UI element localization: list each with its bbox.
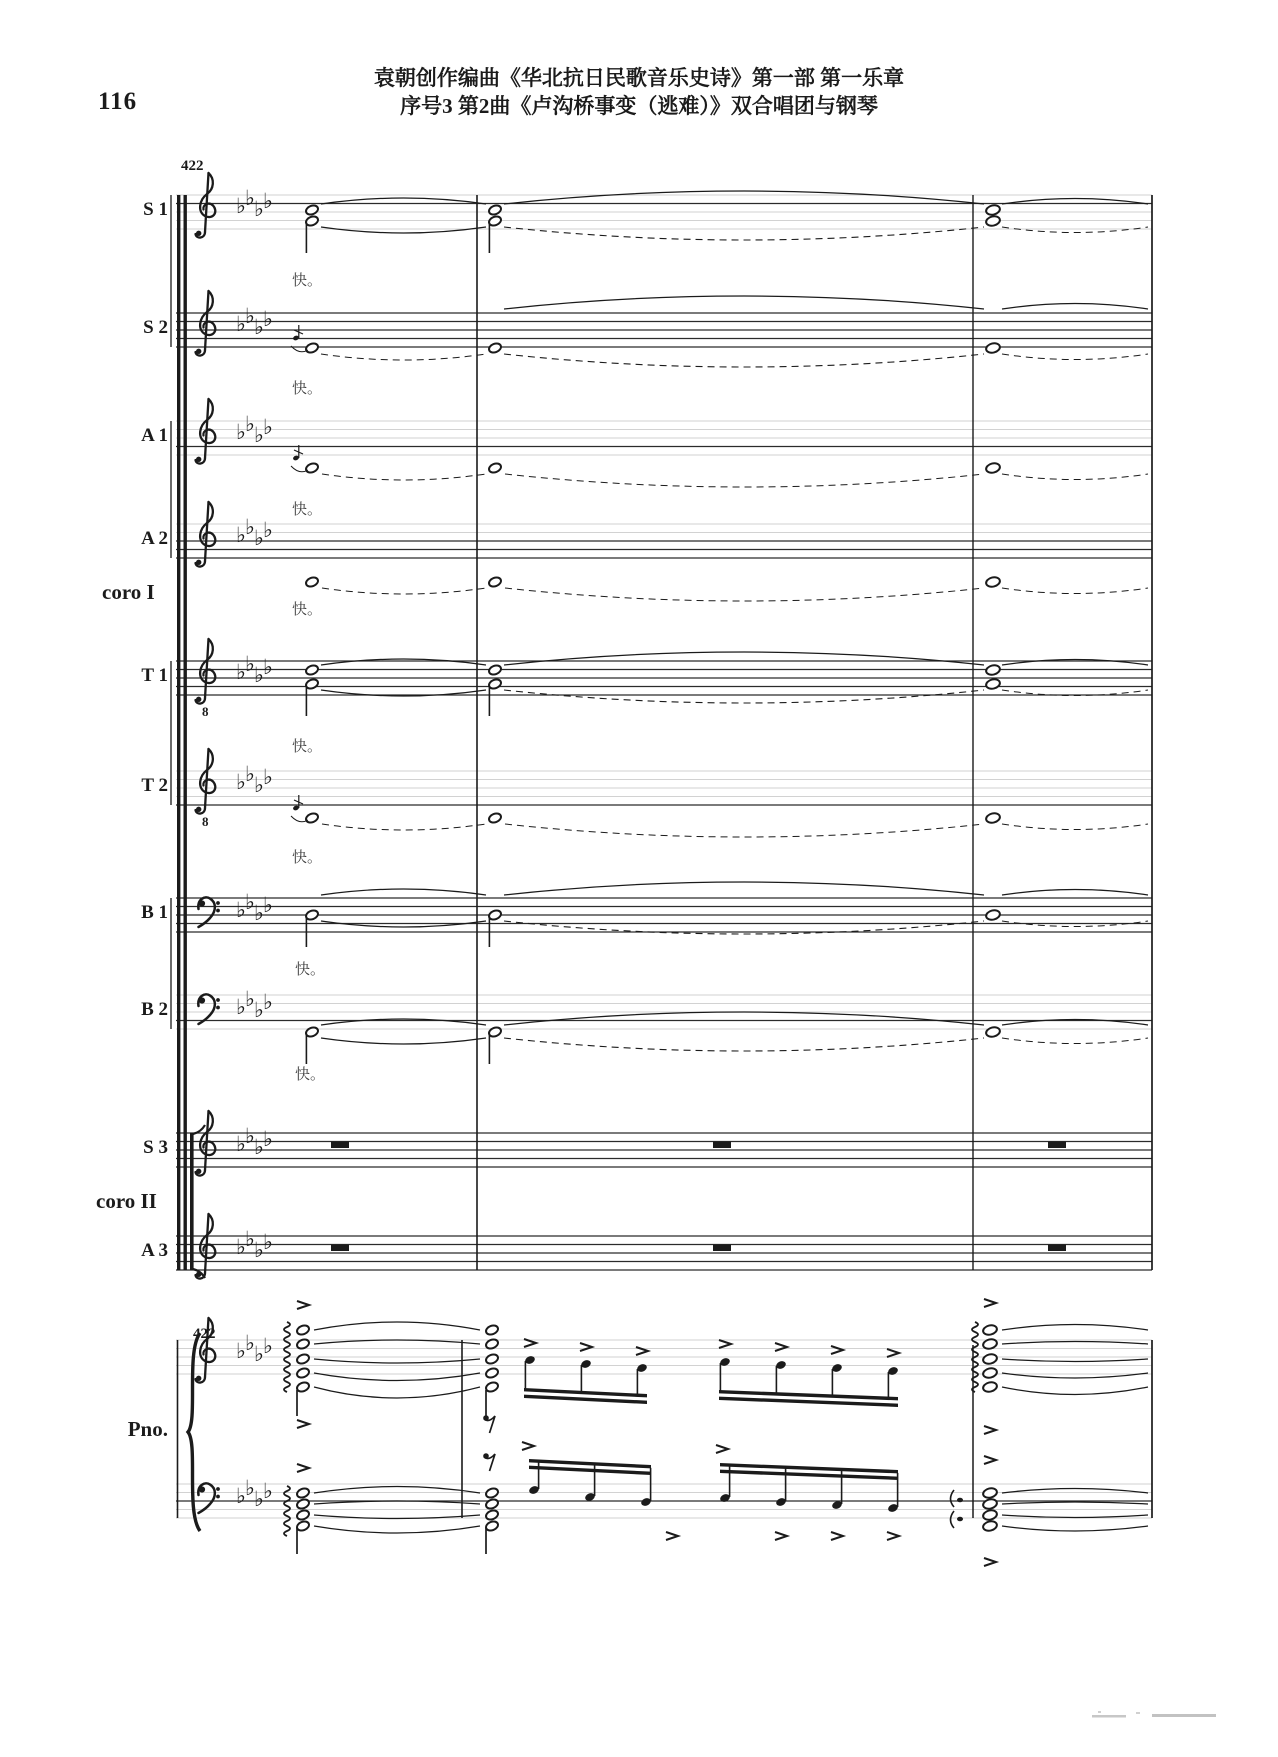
svg-text:♭: ♭ bbox=[263, 1479, 273, 1503]
svg-text:♭: ♭ bbox=[236, 523, 246, 547]
svg-text:♭: ♭ bbox=[245, 1331, 255, 1355]
svg-text:♭: ♭ bbox=[263, 1127, 273, 1151]
svg-text:♭: ♭ bbox=[263, 307, 273, 331]
svg-text:♭: ♭ bbox=[236, 1339, 246, 1363]
staff-label-S2: S 2 bbox=[143, 317, 168, 338]
staff-piano bbox=[176, 1299, 1152, 1566]
staff-label-B1: B 1 bbox=[141, 902, 168, 923]
svg-text:♭: ♭ bbox=[236, 995, 246, 1019]
svg-text:♭: ♭ bbox=[254, 423, 264, 447]
svg-text:♭: ♭ bbox=[245, 1476, 255, 1500]
svg-text:♭: ♭ bbox=[263, 1230, 273, 1254]
staff-B1 bbox=[176, 882, 1152, 947]
score-title-line1: 袁朝创作编曲《华北抗日民歌音乐史诗》第一部 第一乐章 bbox=[373, 66, 905, 90]
staff-S3 bbox=[176, 1111, 1152, 1176]
svg-text:♭: ♭ bbox=[236, 1235, 246, 1259]
svg-text:♭: ♭ bbox=[254, 197, 264, 221]
staff-label-B2: B 2 bbox=[141, 999, 168, 1020]
svg-text:♭: ♭ bbox=[263, 893, 273, 917]
group-label-coro2: coro II bbox=[96, 1189, 157, 1213]
svg-text:♭: ♭ bbox=[236, 312, 246, 336]
tempo-text-S2: 快。 bbox=[292, 381, 323, 397]
svg-text:♭: ♭ bbox=[254, 1238, 264, 1262]
score-title-line2: 序号3 第2曲《卢沟桥事变（逃难）》双合唱团与钢琴 bbox=[400, 94, 878, 118]
svg-text:♭: ♭ bbox=[263, 990, 273, 1014]
svg-text:♭: ♭ bbox=[263, 415, 273, 439]
staff-A3 bbox=[176, 1214, 1152, 1279]
svg-text:♭: ♭ bbox=[245, 515, 255, 539]
svg-text:8: 8 bbox=[202, 814, 209, 829]
staff-T2 bbox=[176, 749, 1152, 837]
svg-text:♭: ♭ bbox=[254, 526, 264, 550]
svg-text:♭: ♭ bbox=[263, 518, 273, 542]
svg-text:♭: ♭ bbox=[245, 1124, 255, 1148]
svg-text:♭: ♭ bbox=[245, 412, 255, 436]
footer-scan-marks bbox=[1092, 1711, 1216, 1718]
staff-A2 bbox=[176, 502, 1152, 601]
svg-text:♭: ♭ bbox=[236, 898, 246, 922]
svg-text:♭: ♭ bbox=[236, 660, 246, 684]
svg-text:♭: ♭ bbox=[263, 1334, 273, 1358]
tempo-text-B2: 快。 bbox=[295, 1067, 326, 1083]
tempo-text-T1: 快。 bbox=[292, 739, 323, 755]
svg-text:♭: ♭ bbox=[236, 770, 246, 794]
tempo-text-B1: 快。 bbox=[295, 962, 326, 978]
svg-text:♭: ♭ bbox=[245, 1227, 255, 1251]
svg-text:♭: ♭ bbox=[245, 890, 255, 914]
svg-text:♭: ♭ bbox=[245, 762, 255, 786]
piano-label: Pno. bbox=[127, 1417, 168, 1441]
staff-S2 bbox=[176, 291, 1152, 367]
svg-text:♭: ♭ bbox=[254, 663, 264, 687]
svg-text:♭: ♭ bbox=[254, 901, 264, 925]
staff-label-A1: A 1 bbox=[141, 425, 168, 446]
svg-text:♭: ♭ bbox=[254, 1487, 264, 1511]
measure-number-top: 422 bbox=[181, 158, 204, 174]
svg-text:♭: ♭ bbox=[245, 987, 255, 1011]
staff-label-T2: T 2 bbox=[141, 775, 168, 796]
staff-B2 bbox=[176, 987, 1152, 1064]
staff-label-S1: S 1 bbox=[143, 199, 168, 220]
svg-text:♭: ♭ bbox=[236, 194, 246, 218]
svg-text:♭: ♭ bbox=[245, 304, 255, 328]
svg-text:♭: ♭ bbox=[236, 1484, 246, 1508]
svg-text:8: 8 bbox=[202, 704, 209, 719]
group-label-coro1: coro I bbox=[102, 580, 155, 604]
svg-text:♭: ♭ bbox=[254, 998, 264, 1022]
tempo-text-A1: 快。 bbox=[292, 502, 323, 518]
tempo-text-S1: 快。 bbox=[292, 273, 323, 289]
svg-text:♭: ♭ bbox=[263, 189, 273, 213]
staff-A1 bbox=[176, 399, 1152, 487]
measure-number-piano: 422 bbox=[193, 1326, 216, 1342]
svg-text:♭: ♭ bbox=[254, 773, 264, 797]
svg-text:♭: ♭ bbox=[236, 420, 246, 444]
tempo-text-T2: 快。 bbox=[292, 850, 323, 866]
svg-text:♭: ♭ bbox=[236, 1132, 246, 1156]
svg-text:♭: ♭ bbox=[254, 1342, 264, 1366]
staff-T1 bbox=[176, 639, 1152, 719]
svg-text:♭: ♭ bbox=[254, 1135, 264, 1159]
staff-label-S3: S 3 bbox=[143, 1137, 168, 1158]
page-number: 116 bbox=[98, 88, 138, 115]
svg-text:♭: ♭ bbox=[254, 315, 264, 339]
svg-text:♭: ♭ bbox=[245, 186, 255, 210]
svg-text:♭: ♭ bbox=[263, 765, 273, 789]
svg-text:♭: ♭ bbox=[263, 655, 273, 679]
staff-label-A2: A 2 bbox=[141, 528, 168, 549]
staff-S1 bbox=[176, 173, 1152, 253]
tempo-text-A2: 快。 bbox=[292, 602, 323, 618]
svg-text:♭: ♭ bbox=[245, 652, 255, 676]
staff-label-T1: T 1 bbox=[141, 665, 168, 686]
staff-label-A3: A 3 bbox=[141, 1240, 168, 1261]
